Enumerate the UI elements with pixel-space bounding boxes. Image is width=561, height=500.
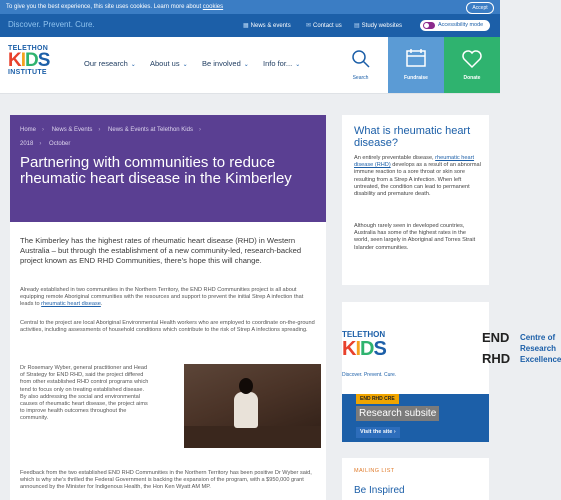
promo-subsite-title: Research subsite <box>356 406 439 421</box>
nav-label: About us <box>150 59 180 68</box>
contact-label: Contact us <box>313 23 342 29</box>
paragraph-text: . <box>100 301 103 308</box>
paragraph-text: develops as a result of an abnormal immune reaction to a sore throat or skin sore resulting from a Strep A infection. When left untreated, the condition can lead to permanent disability and premature death. <box>354 162 481 198</box>
promo-end-rhd-panel <box>414 302 561 394</box>
mailing-label: MAILING LIST <box>354 468 395 474</box>
toggle-switch-icon <box>423 22 435 29</box>
breadcrumb-home[interactable]: Home <box>20 127 37 133</box>
sidebar-rhd-info <box>342 115 489 285</box>
telethon-kids-logo[interactable] <box>8 45 49 76</box>
news-events-label: News & events <box>250 23 291 29</box>
breadcrumb-month[interactable]: October <box>49 141 71 147</box>
study-websites-label: Study websites <box>361 23 403 29</box>
article-lead: The Kimberley has the highest rates of rheumatic heart disease (RHD) in Western Australia – but through the establishment of a new community-led, research-backed project known as END RHD Communities, there’s hope this will change. <box>20 236 302 265</box>
paragraph-text: An entirely preventable disease, <box>354 155 434 161</box>
study-websites-link[interactable] <box>354 22 402 29</box>
heart-icon <box>461 48 483 70</box>
mailing-title[interactable]: Be Inspired <box>354 485 405 496</box>
paragraph-text: Already established in two communities in the Northern Territory, the END RHD Communities project is all about equipping remote Aboriginal communities with the resources and support to prevent the initial Strep A infection that leads to <box>20 287 304 308</box>
news-events-link[interactable] <box>243 22 291 29</box>
chevron-right-icon: › <box>42 127 45 133</box>
search-icon <box>351 49 371 69</box>
accept-cookies-button[interactable]: Accept <box>466 2 494 14</box>
breadcrumb <box>20 127 207 133</box>
article-paragraph-3 <box>20 365 152 423</box>
visit-site-label: Visit the site <box>360 429 393 435</box>
donate-button[interactable] <box>444 37 500 93</box>
donate-label: Donate <box>463 75 481 81</box>
logo-line1: TELETHON <box>8 45 49 52</box>
chat-icon: ✉ <box>306 23 312 29</box>
article-body <box>10 222 326 500</box>
article-paragraph-2: Central to the project are local Aboriginal Environmental Health workers who are employed to coordinate on-the-ground activities, including assessments of household conditions which contribute to the risk of Strep A infections spreading. <box>20 320 315 334</box>
breadcrumb-year[interactable]: 2018 <box>20 141 34 147</box>
cookie-text: To give you the best experience, this site uses cookies. Learn more about <box>6 4 202 10</box>
accessibility-toggle[interactable] <box>420 20 490 31</box>
chevron-down-icon: ⌄ <box>295 62 301 68</box>
nav-label: Info for... <box>263 59 293 68</box>
end-rhd-promo[interactable] <box>342 302 561 442</box>
book-icon: ▤ <box>354 23 360 29</box>
nav-be-involved[interactable] <box>202 59 249 68</box>
rhd-link[interactable]: rheumatic heart disease <box>41 301 101 308</box>
visit-site-button[interactable] <box>356 427 400 438</box>
fundraise-button[interactable] <box>388 37 444 93</box>
promo-kids-tagline: Discover. Prevent. Cure. <box>342 372 397 378</box>
photo-child-body <box>234 392 258 428</box>
sidebar-paragraph-1 <box>354 155 482 198</box>
logo-line2: KIDS <box>8 50 50 71</box>
chevron-down-icon: ⌄ <box>130 62 136 68</box>
cookie-link[interactable]: cookies <box>202 4 224 10</box>
promo-centre: Centre of Research Excellence <box>520 333 561 364</box>
chevron-right-icon: › <box>198 127 201 133</box>
cookie-banner <box>0 0 500 14</box>
sidebar-title: What is rheumatic heart disease? <box>354 125 471 149</box>
contact-link[interactable] <box>306 22 342 29</box>
article-paragraph-4: Feedback from the two established END RHD Communities in the Northern Territory has been positive Dr Wyber said, which is why she’s thrilled the Federal Government is backing the expansion of the program, with a $950,000 grant announced by the Minister for Indigenous Health, the Hon Ken Wyatt AM MP. <box>20 470 312 491</box>
sidebar-rhd-link[interactable]: rheumatic heart disease (RHD) <box>354 155 475 169</box>
utility-bar <box>0 14 500 37</box>
promo-end: END <box>482 330 510 345</box>
paragraph-text: , general practitioner and Head of Strategy for END RHD, said the project differed from other established RHD control programs which tend to focus only on treating established disease. By also addressing the social and environmental causes of rheumatic heart disease, the project aims to improve health outcomes throughout the community. <box>20 365 149 422</box>
photo-child-head <box>239 378 253 394</box>
cookie-message <box>6 4 223 10</box>
sidebar-paragraph-2: Although rarely seen in developed countries, Australia has some of the highest rates in the world, seen largely in Aboriginal and Torres Strait Islander communities. <box>354 223 476 251</box>
photo-ground <box>184 426 321 448</box>
chevron-right-icon: › <box>98 127 101 133</box>
search-label: Search <box>352 75 369 81</box>
promo-kids-line2: KIDS <box>342 338 386 360</box>
arrow-right-icon: › <box>393 429 396 435</box>
accessibility-label: Accessibility mode <box>438 22 484 28</box>
rosemary-wyber-link[interactable]: Dr Rosemary Wyber <box>20 365 71 371</box>
promo-rhd: RHD <box>482 351 511 366</box>
nav-our-research[interactable] <box>84 59 136 68</box>
promo-logo-panel <box>342 302 414 394</box>
article-photo <box>184 364 321 448</box>
article-paragraph-1 <box>20 287 316 309</box>
logo-line3: INSTITUTE <box>8 69 47 76</box>
nav-label: Our research <box>84 59 128 68</box>
nav-label: Be involved <box>202 59 241 68</box>
nav-about-us[interactable] <box>150 59 188 68</box>
calendar-icon: ▦ <box>243 23 249 29</box>
article-hero <box>10 115 326 222</box>
chevron-right-icon: › <box>39 141 42 147</box>
tagline: Discover. Prevent. Cure. <box>8 20 95 29</box>
chevron-down-icon: ⌄ <box>243 62 249 68</box>
chevron-down-icon: ⌄ <box>182 62 188 68</box>
mailing-list <box>342 458 489 500</box>
nav-info-for[interactable] <box>263 59 300 68</box>
breadcrumb-news-events[interactable]: News & Events <box>51 127 93 133</box>
breadcrumb-row2 <box>20 141 70 147</box>
breadcrumb-telethon-kids[interactable]: News & Events at Telethon Kids <box>108 127 193 133</box>
promo-kids-line1: TELETHON <box>342 330 386 339</box>
page-title: Partnering with communities to reduce rheumatic heart disease in the Kimberley <box>20 154 292 187</box>
fundraise-icon <box>405 48 427 70</box>
promo-cre-badge: END RHD CRE <box>356 394 399 404</box>
search-button[interactable] <box>333 37 388 93</box>
fundraise-label: Fundraise <box>404 75 428 81</box>
